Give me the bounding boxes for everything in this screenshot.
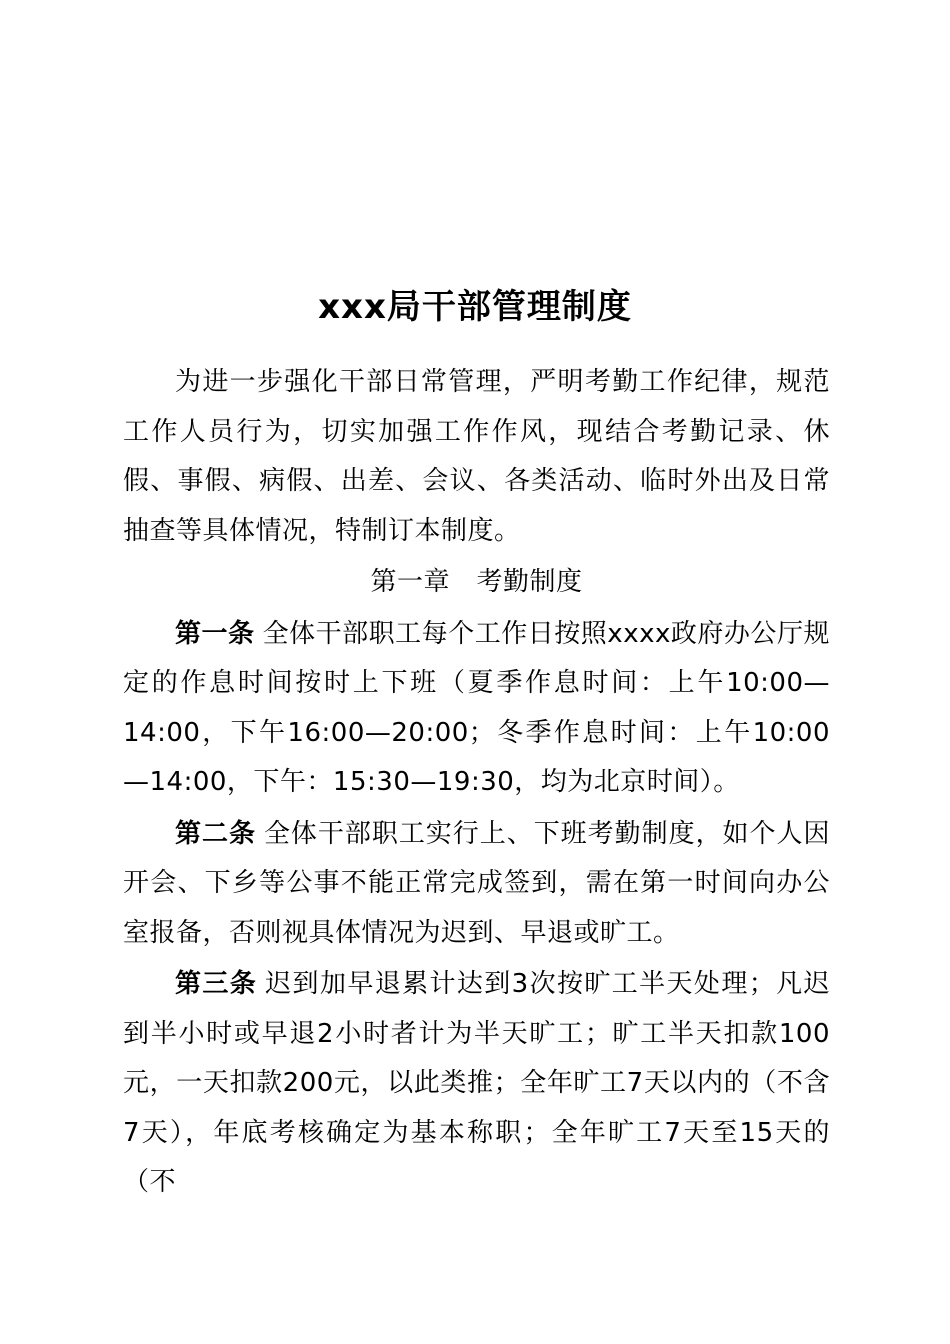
article-1 (123, 610, 830, 808)
article-1-label: 第一条 (175, 618, 255, 649)
article-2-text: 全体干部职工实行上、下班考勤制度，如个人因开会、下乡等公事不能正常完成签到，需在第一时间向办公室报备，否则视具体情况为迟到、早退或旷工。 (123, 818, 830, 948)
chapter-heading: 第一章 考勤制度 (370, 567, 583, 597)
document-body (123, 358, 830, 1208)
article-3 (123, 960, 830, 1208)
article-3-label: 第三条 (175, 969, 258, 999)
intro-paragraph: 为进一步强化干部日常管理，严明考勤工作纪律，规范工作人员行为，切实加强工作作风，现结合考勤记录、休假、事假、病假、出差、会议、各类活动、临时外出及日常抽查等具体情况，特制订本制度。 (123, 367, 830, 546)
article-3-text: 迟到加早退累计达到3次按旷工半天处理；凡迟到半小时或早退2小时者计为半天旷工；旷工半天扣款100元，一天扣款200元，以此类推；全年旷工7天以内的（不含7天），年底考核确定为基本称职；全年旷工7天至15天的（不 (123, 969, 830, 1197)
article-1-text: 全体干部职工每个工作日按照xxxx政府办公厅规定的作息时间按时上下班（夏季作息时间：上午10:00—14:00，下午16:00—20:00；冬季作息时间：上午10:00—14:00，下午：15:30—19:30，均为北京时间）。 (123, 618, 830, 797)
article-2 (123, 810, 830, 959)
document-title: xxx局干部管理制度 (318, 287, 632, 327)
article-2-label: 第二条 (175, 818, 256, 849)
